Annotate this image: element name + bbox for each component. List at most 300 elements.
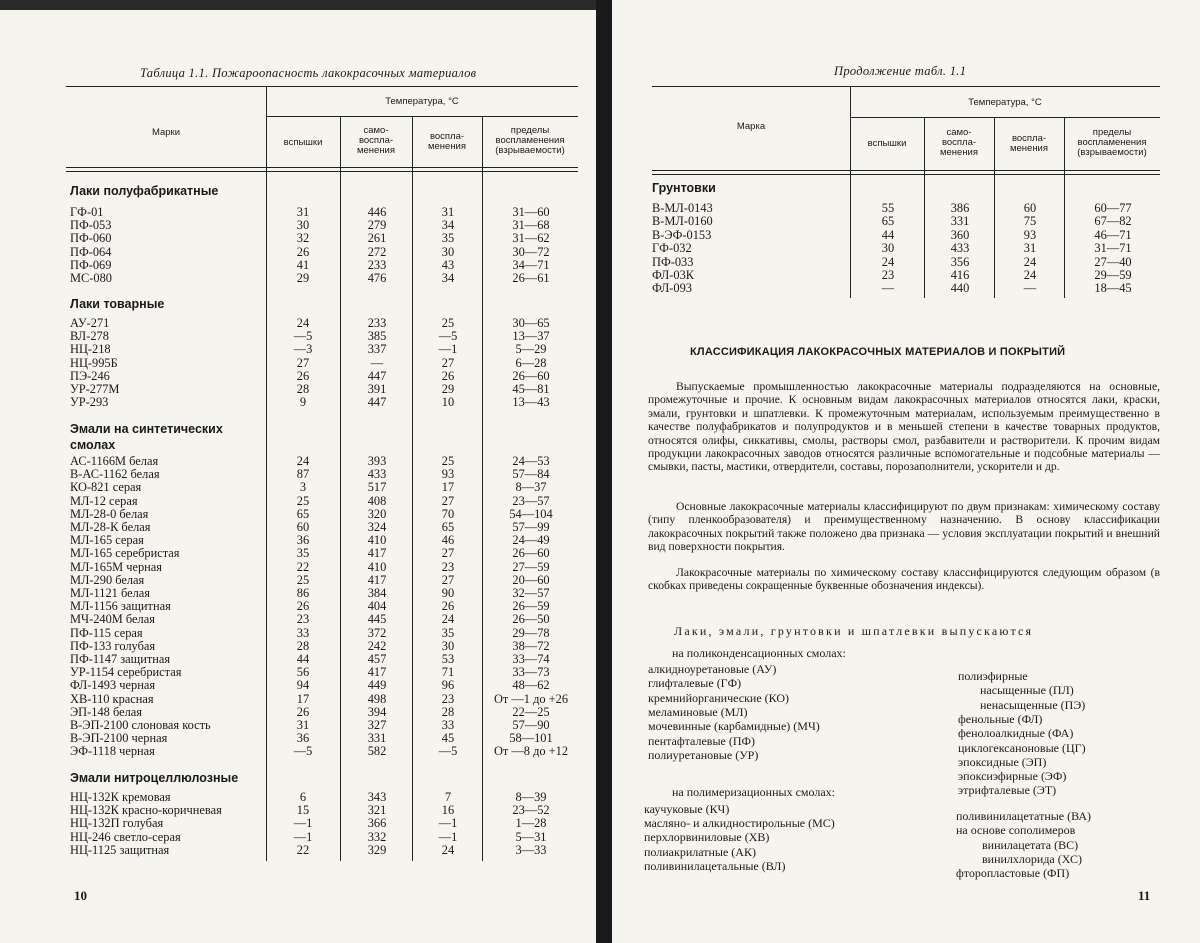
row-value: 35 — [441, 231, 455, 246]
header-bottom-rule — [66, 167, 578, 168]
row-value: 332 — [367, 829, 387, 844]
row-name: ГФ-01 — [70, 205, 104, 219]
row-value: 24 — [1023, 254, 1037, 269]
row-name: ПФ-1147 защитная — [70, 652, 171, 666]
row-value: 15 — [296, 803, 310, 818]
row-value: 25 — [441, 454, 455, 468]
row-value: 90 — [441, 586, 455, 600]
row-value: 9 — [299, 395, 307, 410]
row-name: ГФ-032 — [652, 241, 692, 256]
table-row — [612, 228, 1200, 242]
row-name: ПФ-069 — [70, 257, 112, 272]
header-ignition: воспла- менения — [427, 131, 467, 152]
list-item: фторопластовые (ФП) — [956, 866, 1070, 881]
row-value: 404 — [367, 599, 387, 614]
row-value: 324 — [367, 520, 387, 534]
header-mid-rule — [850, 117, 1160, 118]
row-value: 261 — [367, 231, 387, 246]
row-name: МС-080 — [70, 271, 112, 285]
row-value: 57—90 — [512, 718, 550, 732]
table-row — [0, 316, 596, 330]
row-value: 65 — [296, 506, 310, 521]
section-title: Эмали на синтетических смолах — [70, 422, 223, 452]
row-value: 26 — [296, 599, 310, 614]
row-name: МЛ-165 серая — [70, 533, 144, 548]
row-value: 5—29 — [515, 342, 547, 357]
table-row — [612, 255, 1200, 269]
row-value: 54—104 — [509, 506, 553, 521]
row-value: 30 — [441, 244, 455, 259]
row-value: 26—60 — [512, 368, 550, 383]
row-value: 337 — [367, 342, 387, 357]
row-value: 27—59 — [512, 559, 550, 574]
row-name: МЧ-240М белая — [70, 612, 155, 627]
row-value: 31—62 — [512, 231, 550, 246]
row-value: 449 — [367, 678, 387, 693]
row-value: 25 — [296, 493, 310, 508]
row-value: 48—62 — [512, 678, 550, 693]
row-value: 55 — [881, 201, 895, 215]
row-name: ФЛ-03К — [652, 268, 695, 282]
row-value: 60—77 — [1094, 201, 1132, 215]
row-value: 34—71 — [512, 257, 550, 272]
row-value: 366 — [367, 816, 387, 831]
row-value: 1—28 — [515, 816, 547, 831]
row-value: 386 — [950, 201, 970, 215]
row-value: 34 — [441, 218, 455, 233]
row-value: 46—71 — [1094, 227, 1132, 242]
list-item: каучуковые (КЧ) — [644, 802, 730, 816]
list-item: полиуретановые (УР) — [648, 747, 759, 762]
row-value: 22 — [296, 559, 310, 574]
table-row — [0, 803, 596, 817]
row-value: 517 — [367, 480, 387, 495]
header-mid-rule — [266, 116, 578, 117]
header-col-name: Марка — [736, 121, 766, 132]
row-value: 16 — [441, 803, 455, 818]
row-value: 87 — [296, 467, 310, 482]
row-value: 60 — [1023, 201, 1037, 215]
row-value: 384 — [367, 586, 387, 600]
table-row — [0, 454, 596, 468]
row-value: 36 — [296, 731, 310, 746]
row-name: В-ЭФ-0153 — [652, 227, 712, 242]
row-value: 24 — [881, 254, 895, 269]
row-value: 6—28 — [515, 355, 547, 370]
row-value: 233 — [367, 257, 387, 272]
row-value: 10 — [441, 395, 455, 410]
spaced-line: Лаки, эмали, грунтовки и шпатлевки выпускаются — [674, 624, 1034, 638]
scan-edge — [0, 0, 596, 10]
row-value: 447 — [367, 368, 387, 383]
row-value: 24 — [296, 316, 310, 330]
table-row — [612, 281, 1200, 295]
table-row — [0, 744, 596, 758]
row-name: АУ-271 — [70, 316, 110, 330]
row-name: ВЛ-278 — [70, 329, 109, 344]
list-item: поливинилацетатные (ВА) — [956, 809, 1092, 823]
table-row — [0, 507, 596, 521]
row-value: 7 — [444, 790, 452, 804]
header-bottom-rule — [652, 170, 1160, 171]
row-name: НЦ-132П голубая — [70, 816, 164, 831]
row-value: 33 — [296, 625, 310, 640]
table-row — [0, 830, 596, 844]
row-value: 23—52 — [512, 803, 550, 818]
row-value: 28 — [296, 638, 310, 653]
row-value: 31 — [296, 718, 310, 732]
row-name: ПЭ-246 — [70, 368, 110, 383]
paragraph-2: Основные лакокрасочные материалы классифицируют по двум признакам: химическому составу (типу пленкообразователя) и преимущественному назначению. В основу классификации лакокрасочных покрытий также положено два признака — условия эксплуатации покрытий и внешний вид поверхности покрытия. — [648, 500, 1160, 554]
list-item: пентафталевые (ПФ) — [648, 733, 755, 748]
row-name: ФЛ-1493 черная — [70, 678, 156, 693]
list-item: эпоксидные (ЭП) — [958, 754, 1047, 769]
row-name: АС-1166М белая — [70, 454, 159, 468]
row-value: 65 — [441, 520, 455, 534]
row-value: 410 — [367, 559, 387, 574]
row-value: 23 — [296, 612, 310, 627]
header-flash: вспышки — [283, 137, 323, 148]
row-name: МЛ-28-К белая — [70, 520, 151, 534]
row-name: МЛ-1121 белая — [70, 586, 150, 600]
row-value: 30—65 — [512, 316, 550, 330]
table-row — [0, 718, 596, 732]
row-value: 391 — [367, 382, 387, 396]
row-value: 327 — [367, 718, 387, 732]
list-item: полиакрилатные (АК) — [644, 844, 756, 859]
row-value: —5 — [293, 329, 313, 344]
table-row — [0, 546, 596, 560]
row-value: 27 — [441, 493, 455, 508]
header-temp-group: Температура, °С — [385, 96, 459, 107]
row-value: 23 — [881, 268, 895, 282]
section-title: Лаки товарные — [70, 297, 165, 311]
table-row — [612, 241, 1200, 255]
row-value: 22—25 — [512, 704, 550, 719]
row-value: 416 — [950, 268, 970, 282]
row-value: 417 — [367, 546, 387, 561]
row-value: 71 — [441, 665, 455, 680]
row-value: 26—61 — [512, 271, 550, 285]
row-name: ПФ-060 — [70, 231, 112, 246]
header-flash: вспышки — [867, 138, 907, 149]
table-row — [0, 258, 596, 272]
row-value: 17 — [441, 480, 455, 495]
row-value: 23—57 — [512, 493, 550, 508]
row-value: 46 — [441, 533, 455, 548]
row-value: 27 — [441, 572, 455, 587]
row-value: 31—68 — [512, 218, 550, 233]
row-value: 67—82 — [1094, 214, 1132, 229]
left-page — [0, 0, 596, 943]
row-value: 26 — [296, 704, 310, 719]
row-value: 33—74 — [512, 652, 550, 666]
row-value: 372 — [367, 625, 387, 640]
row-name: УР-293 — [70, 395, 109, 410]
list-item: меламиновые (МЛ) — [648, 704, 748, 719]
header-bottom-rule-2 — [652, 174, 1160, 175]
row-value: 26 — [296, 244, 310, 259]
table-row — [0, 560, 596, 574]
row-value: 233 — [367, 316, 387, 330]
list-item: поливинилацетальные (ВЛ) — [644, 858, 786, 873]
table-row — [0, 639, 596, 653]
list-item: ненасыщенные (ПЭ) — [980, 697, 1086, 712]
row-name: В-ЭП-2100 слоновая кость — [70, 718, 211, 732]
table-row — [0, 342, 596, 356]
row-name: УР-1154 серебристая — [70, 665, 182, 680]
row-name: МЛ-165М черная — [70, 559, 163, 574]
row-value: 26—50 — [512, 612, 550, 627]
row-name: НЦ-132К красно-коричневая — [70, 803, 222, 818]
row-value: 30 — [881, 241, 895, 256]
row-value: 94 — [296, 678, 310, 693]
row-value: 360 — [950, 227, 970, 242]
list-item: фенольные (ФЛ) — [958, 711, 1043, 726]
table-row — [0, 731, 596, 745]
row-value: 41 — [296, 257, 310, 272]
row-value: — — [881, 281, 895, 296]
row-value: 70 — [441, 506, 455, 521]
table-row — [612, 268, 1200, 282]
table-row — [0, 612, 596, 626]
row-value: 343 — [367, 790, 387, 804]
row-value: 75 — [1023, 214, 1037, 229]
row-value: 27 — [441, 546, 455, 561]
table-row — [0, 245, 596, 259]
list-item: алкидноуретановые (АУ) — [648, 662, 777, 676]
list-item: полиэфирные — [958, 669, 1028, 683]
header-autoignition: само- воспла- менения — [939, 127, 979, 158]
row-name: МЛ-28-0 белая — [70, 506, 149, 521]
table-row — [612, 201, 1200, 215]
row-value: —5 — [438, 329, 458, 344]
table-row — [0, 843, 596, 857]
row-value: От —1 до +26 — [493, 691, 569, 706]
row-name: НЦ-246 светло-серая — [70, 829, 181, 844]
table-row — [0, 205, 596, 219]
row-name: ЭФ-1118 черная — [70, 744, 155, 759]
row-value: — — [1023, 281, 1037, 296]
table-row — [0, 599, 596, 613]
row-name: ПФ-064 — [70, 244, 112, 259]
row-value: 3—33 — [515, 842, 547, 857]
row-value: 331 — [367, 731, 387, 746]
row-value: 29 — [296, 271, 310, 285]
header-limits: пределы воспламенения (взрываемости) — [495, 125, 565, 156]
row-value: 44 — [881, 227, 895, 242]
row-value: 385 — [367, 329, 387, 344]
list-item: винилхлорида (ХС) — [982, 851, 1082, 866]
row-value: 28 — [296, 382, 310, 396]
table-row — [0, 816, 596, 830]
row-value: 43 — [441, 257, 455, 272]
row-name: ПФ-053 — [70, 218, 112, 233]
row-value: 20—60 — [512, 572, 550, 587]
row-value: 13—37 — [512, 329, 550, 344]
row-name: ФЛ-093 — [652, 281, 692, 296]
row-value: 26 — [441, 368, 455, 383]
table-row — [0, 586, 596, 600]
right-page — [612, 0, 1200, 943]
row-name: В-МЛ-0160 — [652, 214, 713, 229]
row-name: УР-277М — [70, 382, 120, 396]
paragraph-1: Выпускаемые промышленностью лакокрасочные материалы подразделяются на основные, промежуточные и прочие. К основным видам лакокрасочных материалов относятся лаки, краски, эмали, грунтовки и шпатлевки. К промежуточным материалам, используемым преимущественно в качестве полуфабрикатов и полупродуктов и в меньшей степени в качестве товарных продуктов, относятся олифы, сиккативы, смолы, растворы смол, разбавители и растворители. К прочим видам продукции лакокрасочных заводов относятся различные вспомогательные и подсобные материалы — смывки, пасты, мастики, отвердители, составы, порозаполнители, ускорители и др. — [648, 380, 1160, 474]
row-name: МЛ-165 серебристая — [70, 546, 180, 561]
row-value: 93 — [441, 467, 455, 482]
row-value: 408 — [367, 493, 387, 508]
row-value: 31—71 — [1094, 241, 1132, 256]
row-value: 31—60 — [512, 205, 550, 219]
table-row — [0, 356, 596, 370]
table-row — [0, 705, 596, 719]
row-value: 582 — [367, 744, 387, 759]
row-value: 27 — [441, 355, 455, 370]
row-value: 242 — [367, 638, 387, 653]
row-value: 27 — [296, 355, 310, 370]
section-title: Эмали нитроцеллюлозные — [70, 771, 239, 785]
table-row — [0, 692, 596, 706]
row-value: 320 — [367, 506, 387, 521]
list-item: этрифталевые (ЭТ) — [958, 783, 1057, 798]
row-value: 433 — [367, 467, 387, 482]
table-row — [0, 652, 596, 666]
row-value: 29—59 — [1094, 268, 1132, 282]
row-value: —5 — [438, 744, 458, 759]
table-row — [0, 626, 596, 640]
section-title: Грунтовки — [652, 181, 716, 195]
row-value: 498 — [367, 691, 387, 706]
row-name: КО-821 серая — [70, 480, 142, 495]
row-value: 57—84 — [512, 467, 550, 482]
row-name: НЦ-1125 защитная — [70, 842, 170, 857]
header-top-rule — [652, 86, 1160, 87]
table-row — [0, 678, 596, 692]
row-value: —1 — [293, 816, 313, 831]
section-title: Лаки полуфабрикатные — [70, 184, 219, 198]
row-name: В-АС-1162 белая — [70, 467, 160, 482]
page-number: 10 — [74, 888, 87, 903]
row-value: —1 — [438, 829, 458, 844]
row-value: 26—60 — [512, 546, 550, 561]
row-name: НЦ-218 — [70, 342, 111, 357]
row-value: 446 — [367, 205, 387, 219]
row-name: НЦ-995Б — [70, 355, 118, 370]
row-name: ЭП-148 белая — [70, 704, 142, 719]
row-value: —3 — [293, 342, 313, 357]
row-value: 34 — [441, 271, 455, 285]
row-value: 24 — [441, 612, 455, 627]
row-value: 26 — [441, 599, 455, 614]
header-bottom-rule-2 — [66, 171, 578, 172]
row-value: 5—31 — [515, 829, 547, 844]
row-value: 32 — [296, 231, 310, 246]
list-item: фенолоалкидные (ФА) — [958, 726, 1074, 741]
table-row — [0, 329, 596, 343]
row-value: — — [370, 355, 384, 370]
header-col-name: Марки — [151, 127, 181, 138]
row-name: ХВ-110 красная — [70, 691, 154, 706]
table-row — [0, 395, 596, 409]
row-value: 6 — [299, 790, 307, 804]
row-value: 27—40 — [1094, 254, 1132, 269]
row-value: 31 — [1023, 241, 1037, 256]
row-value: 96 — [441, 678, 455, 693]
row-value: 25 — [441, 316, 455, 330]
table-row — [0, 467, 596, 481]
row-value: 33—73 — [512, 665, 550, 680]
row-value: —5 — [293, 744, 313, 759]
table-row — [0, 480, 596, 494]
section-heading: КЛАССИФИКАЦИЯ ЛАКОКРАСОЧНЫХ МАТЕРИАЛОВ И ПОКРЫТИЙ — [690, 346, 1066, 358]
row-name: ПФ-133 голубая — [70, 638, 156, 653]
row-value: 60 — [296, 520, 310, 534]
row-value: 29 — [441, 382, 455, 396]
row-value: 57—99 — [512, 520, 550, 534]
header-autoignition: само- воспла- менения — [356, 125, 396, 156]
row-value: 24 — [296, 454, 310, 468]
table-row — [0, 369, 596, 383]
header-top-rule — [66, 86, 578, 87]
row-value: 393 — [367, 454, 387, 468]
list-item: эпоксиэфирные (ЭФ) — [958, 769, 1067, 784]
list-item: на основе сополимеров — [956, 823, 1076, 838]
table-row — [0, 665, 596, 679]
table-row — [0, 271, 596, 285]
table-title-continued: Продолжение табл. 1.1 — [834, 64, 967, 78]
table-row — [0, 520, 596, 534]
row-value: 445 — [367, 612, 387, 627]
row-value: 28 — [441, 704, 455, 719]
row-value: 3 — [299, 480, 307, 495]
row-value: 38—72 — [512, 638, 550, 653]
row-value: 24 — [441, 842, 455, 857]
row-name: В-МЛ-0143 — [652, 201, 713, 215]
list-item: мочевинные (карбамидные) (МЧ) — [648, 719, 820, 734]
row-value: —1 — [438, 342, 458, 357]
row-value: 440 — [950, 281, 970, 296]
row-value: 8—39 — [515, 790, 547, 804]
row-value: 31 — [296, 205, 310, 219]
row-value: 65 — [881, 214, 895, 229]
subheading-polymerization: на полимеризационных смолах: — [672, 785, 835, 799]
list-item: глифталевые (ГФ) — [648, 676, 742, 691]
list-item: насыщенные (ПЛ) — [980, 683, 1074, 698]
row-name: МЛ-12 серая — [70, 493, 138, 508]
table-row — [0, 494, 596, 508]
row-value: —1 — [438, 816, 458, 831]
header-limits: пределы воспламенения (взрываемости) — [1077, 127, 1147, 158]
row-value: 35 — [296, 546, 310, 561]
row-value: 8—37 — [515, 480, 547, 495]
row-value: 17 — [296, 691, 310, 706]
row-value: 394 — [367, 704, 387, 719]
row-value: 58—101 — [509, 731, 553, 746]
table-row — [0, 218, 596, 232]
header-ignition: воспла- менения — [1009, 133, 1049, 154]
row-name: МЛ-1156 защитная — [70, 599, 171, 614]
row-value: 35 — [441, 625, 455, 640]
row-value: 32—57 — [512, 586, 550, 600]
row-value: 29—78 — [512, 625, 550, 640]
row-value: 44 — [296, 652, 310, 666]
row-value: 18—45 — [1094, 281, 1132, 296]
row-value: 30 — [441, 638, 455, 653]
row-value: —1 — [293, 829, 313, 844]
row-value: 45—81 — [512, 382, 550, 396]
row-value: 447 — [367, 395, 387, 410]
row-value: 23 — [441, 691, 455, 706]
